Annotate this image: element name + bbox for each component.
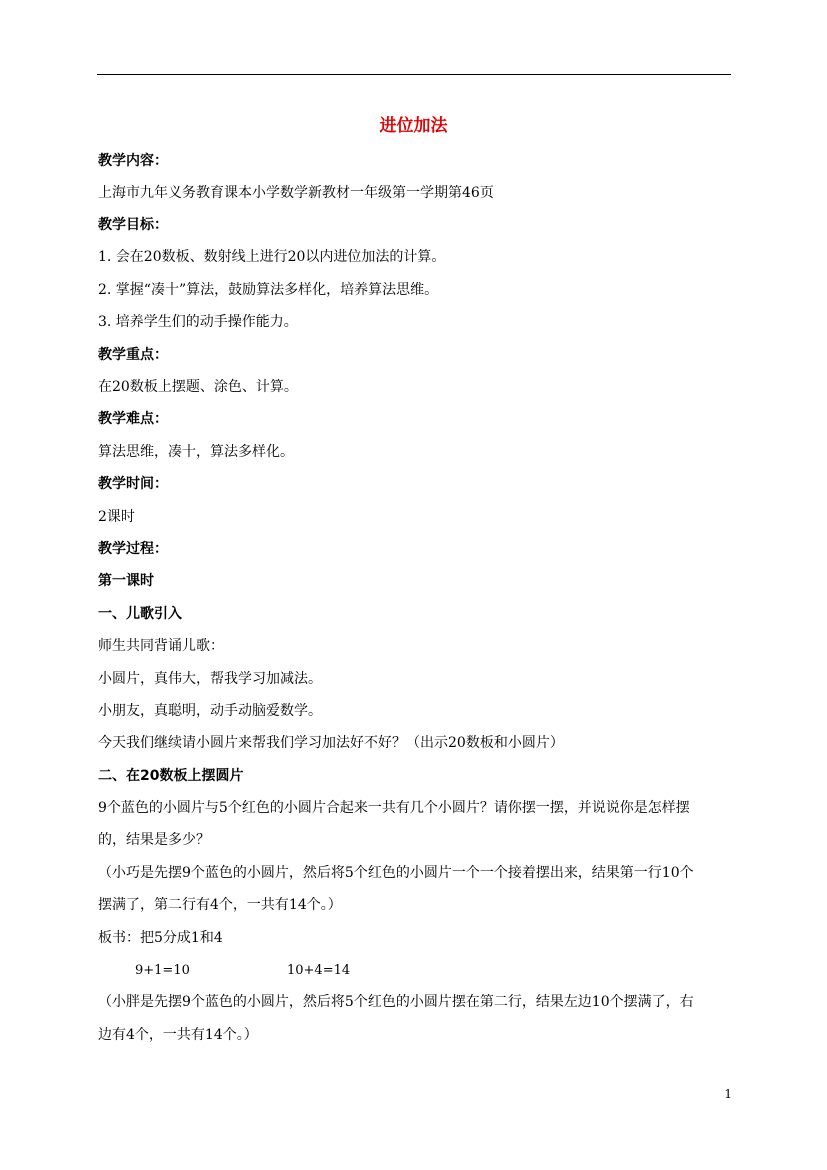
heading-section-1: 一、儿歌引入: [98, 606, 182, 622]
text-line: 今天我们继续请小圆片来帮我们学习加法好不好？（出示20数板和小圆片）: [98, 735, 564, 751]
text-line: 上海市九年义务教育课本小学数学新教材一年级第一学期第46页: [98, 185, 494, 201]
heading-difficulties: 教学难点：: [98, 411, 168, 427]
page-title: 进位加法: [379, 116, 448, 136]
text-line: 3. 培养学生们的动手操作能力。: [98, 314, 298, 330]
text-line: （小巧是先摆9个蓝色的小圆片，然后将5个红色的小圆片一个一个接着摆出来，结果第一行10个: [98, 865, 694, 881]
heading-time: 教学时间：: [98, 476, 168, 492]
equation: 9+1=10: [135, 963, 190, 978]
heading-process: 教学过程：: [98, 541, 168, 557]
text-line: 1. 会在20数板、数射线上进行20以内进位加法的计算。: [98, 249, 446, 265]
text-line: 算法思维，凑十，算法多样化。: [98, 444, 294, 460]
text-line: 2课时: [98, 509, 135, 525]
text-line: 的，结果是多少？: [98, 832, 210, 848]
equation: 10+4=14: [287, 963, 351, 978]
text-line: 9个蓝色的小圆片与5个红色的小圆片合起来一共有几个小圆片？请你摆一摆，并说说你是怎样摆: [98, 800, 690, 816]
page-number: 1: [724, 1087, 732, 1101]
text-line: 边有4个，一共有14个。）: [98, 1027, 258, 1043]
text-line: 小圆片，真伟大，帮我学习加减法。: [98, 671, 322, 687]
heading-objectives: 教学目标：: [98, 217, 168, 233]
heading-lesson-1: 第一课时: [98, 573, 154, 589]
text-line: 小朋友，真聪明，动手动脑爱数学。: [98, 703, 322, 719]
text-line: 2. 掌握“凑十”算法，鼓励算法多样化，培养算法思维。: [98, 282, 439, 298]
text-line: （小胖是先摆9个蓝色的小圆片，然后将5个红色的小圆片摆在第二行，结果左边10个摆满了，右: [98, 994, 694, 1010]
text-line: 板书：把5分成1和4: [98, 930, 223, 946]
heading-section-2: 二、在20数板上摆圆片: [98, 768, 244, 784]
heading-key-points: 教学重点：: [98, 347, 168, 363]
heading-content: 教学内容：: [98, 153, 168, 169]
text-line: 在20数板上摆题、涂色、计算。: [98, 379, 298, 395]
text-line: 师生共同背诵儿歌：: [98, 638, 224, 654]
text-line: 摆满了，第二行有4个，一共有14个。）: [98, 897, 342, 913]
header-rule: [97, 74, 731, 75]
